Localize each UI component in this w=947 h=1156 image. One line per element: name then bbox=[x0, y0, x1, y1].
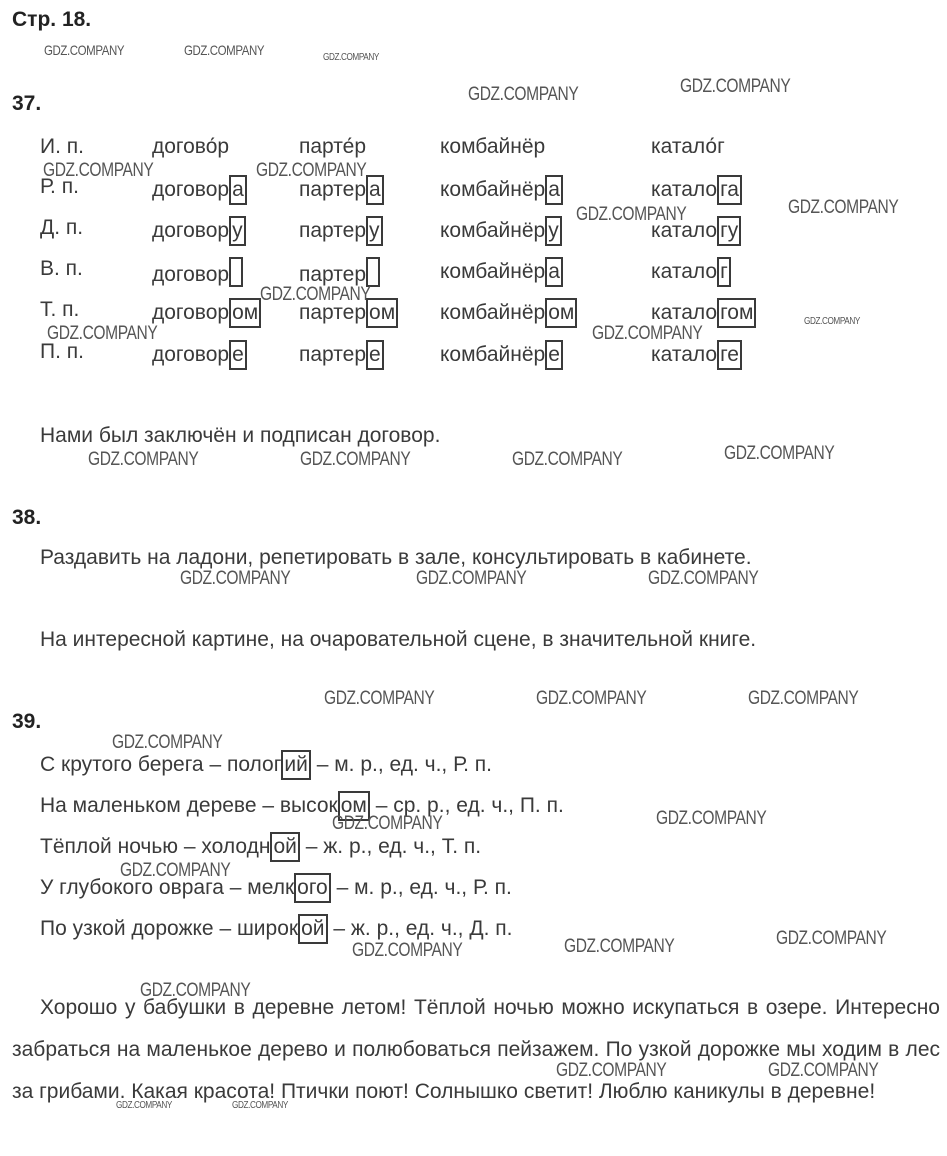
case-label: Р. п. bbox=[40, 175, 79, 198]
word-dogovor: договор ом bbox=[152, 298, 261, 328]
ending-box: ого bbox=[294, 873, 331, 903]
ending-box: ом bbox=[338, 791, 370, 821]
watermark: GDZ.COMPANY bbox=[180, 568, 291, 589]
word-kombainer: комбайнёр у bbox=[440, 216, 562, 246]
case-label: П. п. bbox=[40, 340, 84, 363]
watermark: GDZ.COMPANY bbox=[576, 204, 687, 225]
watermark: GDZ.COMPANY bbox=[564, 936, 675, 957]
watermark: GDZ.COMPANY bbox=[44, 42, 125, 58]
ending-box: ий bbox=[281, 750, 310, 780]
watermark: GDZ.COMPANY bbox=[116, 1100, 172, 1111]
watermark: GDZ.COMPANY bbox=[768, 1060, 879, 1081]
ending-box: гу bbox=[717, 216, 741, 246]
ending-box: ом bbox=[229, 298, 261, 328]
watermark: GDZ.COMPANY bbox=[468, 84, 579, 105]
watermark: GDZ.COMPANY bbox=[43, 160, 154, 181]
word-dogovor: договор е bbox=[152, 340, 247, 370]
watermark: GDZ.COMPANY bbox=[88, 449, 199, 470]
watermark: GDZ.COMPANY bbox=[300, 449, 411, 470]
word-parter: партер у bbox=[299, 216, 383, 246]
watermark: GDZ.COMPANY bbox=[323, 52, 379, 63]
ending-box: а bbox=[366, 175, 384, 205]
ending-box: ой bbox=[270, 832, 299, 862]
watermark: GDZ.COMPANY bbox=[724, 443, 835, 464]
exercise-38-number: 38. bbox=[12, 506, 42, 529]
word-dogovor: договор а bbox=[152, 175, 247, 205]
ending-box: у bbox=[229, 216, 246, 246]
ending-box: ой bbox=[298, 914, 327, 944]
exercise-39-line: По узкой дорожке – широк ой – ж. р., ед. ч., Д. п. bbox=[40, 914, 512, 944]
word-kombainer: комбайнёр а bbox=[440, 175, 563, 205]
watermark: GDZ.COMPANY bbox=[788, 197, 899, 218]
watermark: GDZ.COMPANY bbox=[776, 928, 887, 949]
exercise-38-line-2: На интересной картине, на очаровательной сцене, в значительной книге. bbox=[40, 628, 757, 651]
word-parter: партер bbox=[299, 257, 380, 287]
ending-box bbox=[229, 257, 243, 287]
ending-box: ом bbox=[545, 298, 577, 328]
word-katalog: катало гом bbox=[651, 298, 756, 328]
watermark: GDZ.COMPANY bbox=[47, 323, 158, 344]
ending-box: гом bbox=[717, 298, 756, 328]
watermark: GDZ.COMPANY bbox=[120, 860, 231, 881]
word-katalog: катало г bbox=[651, 257, 731, 287]
word-katalog: катало ге bbox=[651, 340, 742, 370]
exercise-39-number: 39. bbox=[12, 710, 42, 733]
exercise-37-number: 37. bbox=[12, 92, 42, 115]
watermark: GDZ.COMPANY bbox=[592, 323, 703, 344]
watermark: GDZ.COMPANY bbox=[232, 1100, 288, 1111]
watermark: GDZ.COMPANY bbox=[656, 808, 767, 829]
word-parter: партер ом bbox=[299, 298, 398, 328]
word-kombainer: комбайнёр е bbox=[440, 340, 563, 370]
watermark: GDZ.COMPANY bbox=[416, 568, 527, 589]
exercise-39-paragraph: Хорошо у бабушки в деревне летом! Тёплой ночью можно искупаться в озере. Интересно забраться на маленькое дерево и полюбоваться пейзажем. По узкой дорожке мы ходим в лес за грибами. Какая красота! Птички поют! Солнышко светит! Люблю каникулы в деревне! bbox=[12, 996, 940, 1103]
watermark: GDZ.COMPANY bbox=[512, 449, 623, 470]
exercise-37-sentence: Нами был заключён и подписан договор. bbox=[40, 424, 441, 447]
word-kombainer: комбайнёр ом bbox=[440, 298, 577, 328]
watermark: GDZ.COMPANY bbox=[112, 732, 223, 753]
case-label: Т. п. bbox=[40, 298, 80, 321]
word-parter: партер е bbox=[299, 340, 384, 370]
word-dogovor: договор bbox=[152, 257, 243, 287]
ending-box: е bbox=[366, 340, 384, 370]
case-label: В. п. bbox=[40, 257, 83, 280]
exercise-39-line: У глубокого оврага – мелк ого – м. р., ед. ч., Р. п. bbox=[40, 873, 512, 903]
watermark: GDZ.COMPANY bbox=[324, 688, 435, 709]
watermark: GDZ.COMPANY bbox=[332, 813, 443, 834]
ending-box: у bbox=[366, 216, 383, 246]
ending-box bbox=[366, 257, 380, 287]
ending-box: е bbox=[545, 340, 563, 370]
ending-box: г bbox=[717, 257, 731, 287]
watermark: GDZ.COMPANY bbox=[256, 160, 367, 181]
case-label: Д. п. bbox=[40, 216, 84, 239]
ending-box: га bbox=[717, 175, 742, 205]
word-katalog: катало́г bbox=[651, 135, 725, 158]
watermark: GDZ.COMPANY bbox=[556, 1060, 667, 1081]
ending-box: а bbox=[545, 175, 563, 205]
watermark: GDZ.COMPANY bbox=[648, 568, 759, 589]
watermark: GDZ.COMPANY bbox=[804, 316, 860, 327]
watermark: GDZ.COMPANY bbox=[680, 76, 791, 97]
watermark: GDZ.COMPANY bbox=[536, 688, 647, 709]
ending-box: у bbox=[545, 216, 562, 246]
watermark: GDZ.COMPANY bbox=[260, 284, 371, 305]
word-parter: партер а bbox=[299, 175, 384, 205]
word-kombainer: комбайнёр а bbox=[440, 257, 563, 287]
ending-box: е bbox=[229, 340, 247, 370]
word-katalog: катало гу bbox=[651, 216, 741, 246]
exercise-38-line-1: Раздавить на ладони, репетировать в зале, консультировать в кабинете. bbox=[40, 546, 752, 569]
page-number: Стр. 18. bbox=[12, 8, 92, 31]
ending-box: ге bbox=[717, 340, 742, 370]
exercise-39-line: На маленьком дереве – высок ом – ср. р., ед. ч., П. п. bbox=[40, 791, 564, 821]
word-dogovor: догово́р bbox=[152, 135, 230, 158]
watermark: GDZ.COMPANY bbox=[140, 980, 251, 1001]
exercise-39-line: Тёплой ночью – холодн ой – ж. р., ед. ч., Т. п. bbox=[40, 832, 481, 862]
word-dogovor: договор у bbox=[152, 216, 246, 246]
watermark: GDZ.COMPANY bbox=[748, 688, 859, 709]
word-parter: парте́р bbox=[299, 135, 367, 158]
case-label: И. п. bbox=[40, 135, 84, 158]
ending-box: а bbox=[545, 257, 563, 287]
watermark: GDZ.COMPANY bbox=[352, 940, 463, 961]
word-kombainer: комбайнёр bbox=[440, 135, 546, 158]
ending-box: а bbox=[229, 175, 247, 205]
ending-box: ом bbox=[366, 298, 398, 328]
watermark: GDZ.COMPANY bbox=[184, 42, 265, 58]
word-katalog: катало га bbox=[651, 175, 742, 205]
exercise-39-line: С крутого берега – полог ий – м. р., ед. ч., Р. п. bbox=[40, 750, 492, 780]
